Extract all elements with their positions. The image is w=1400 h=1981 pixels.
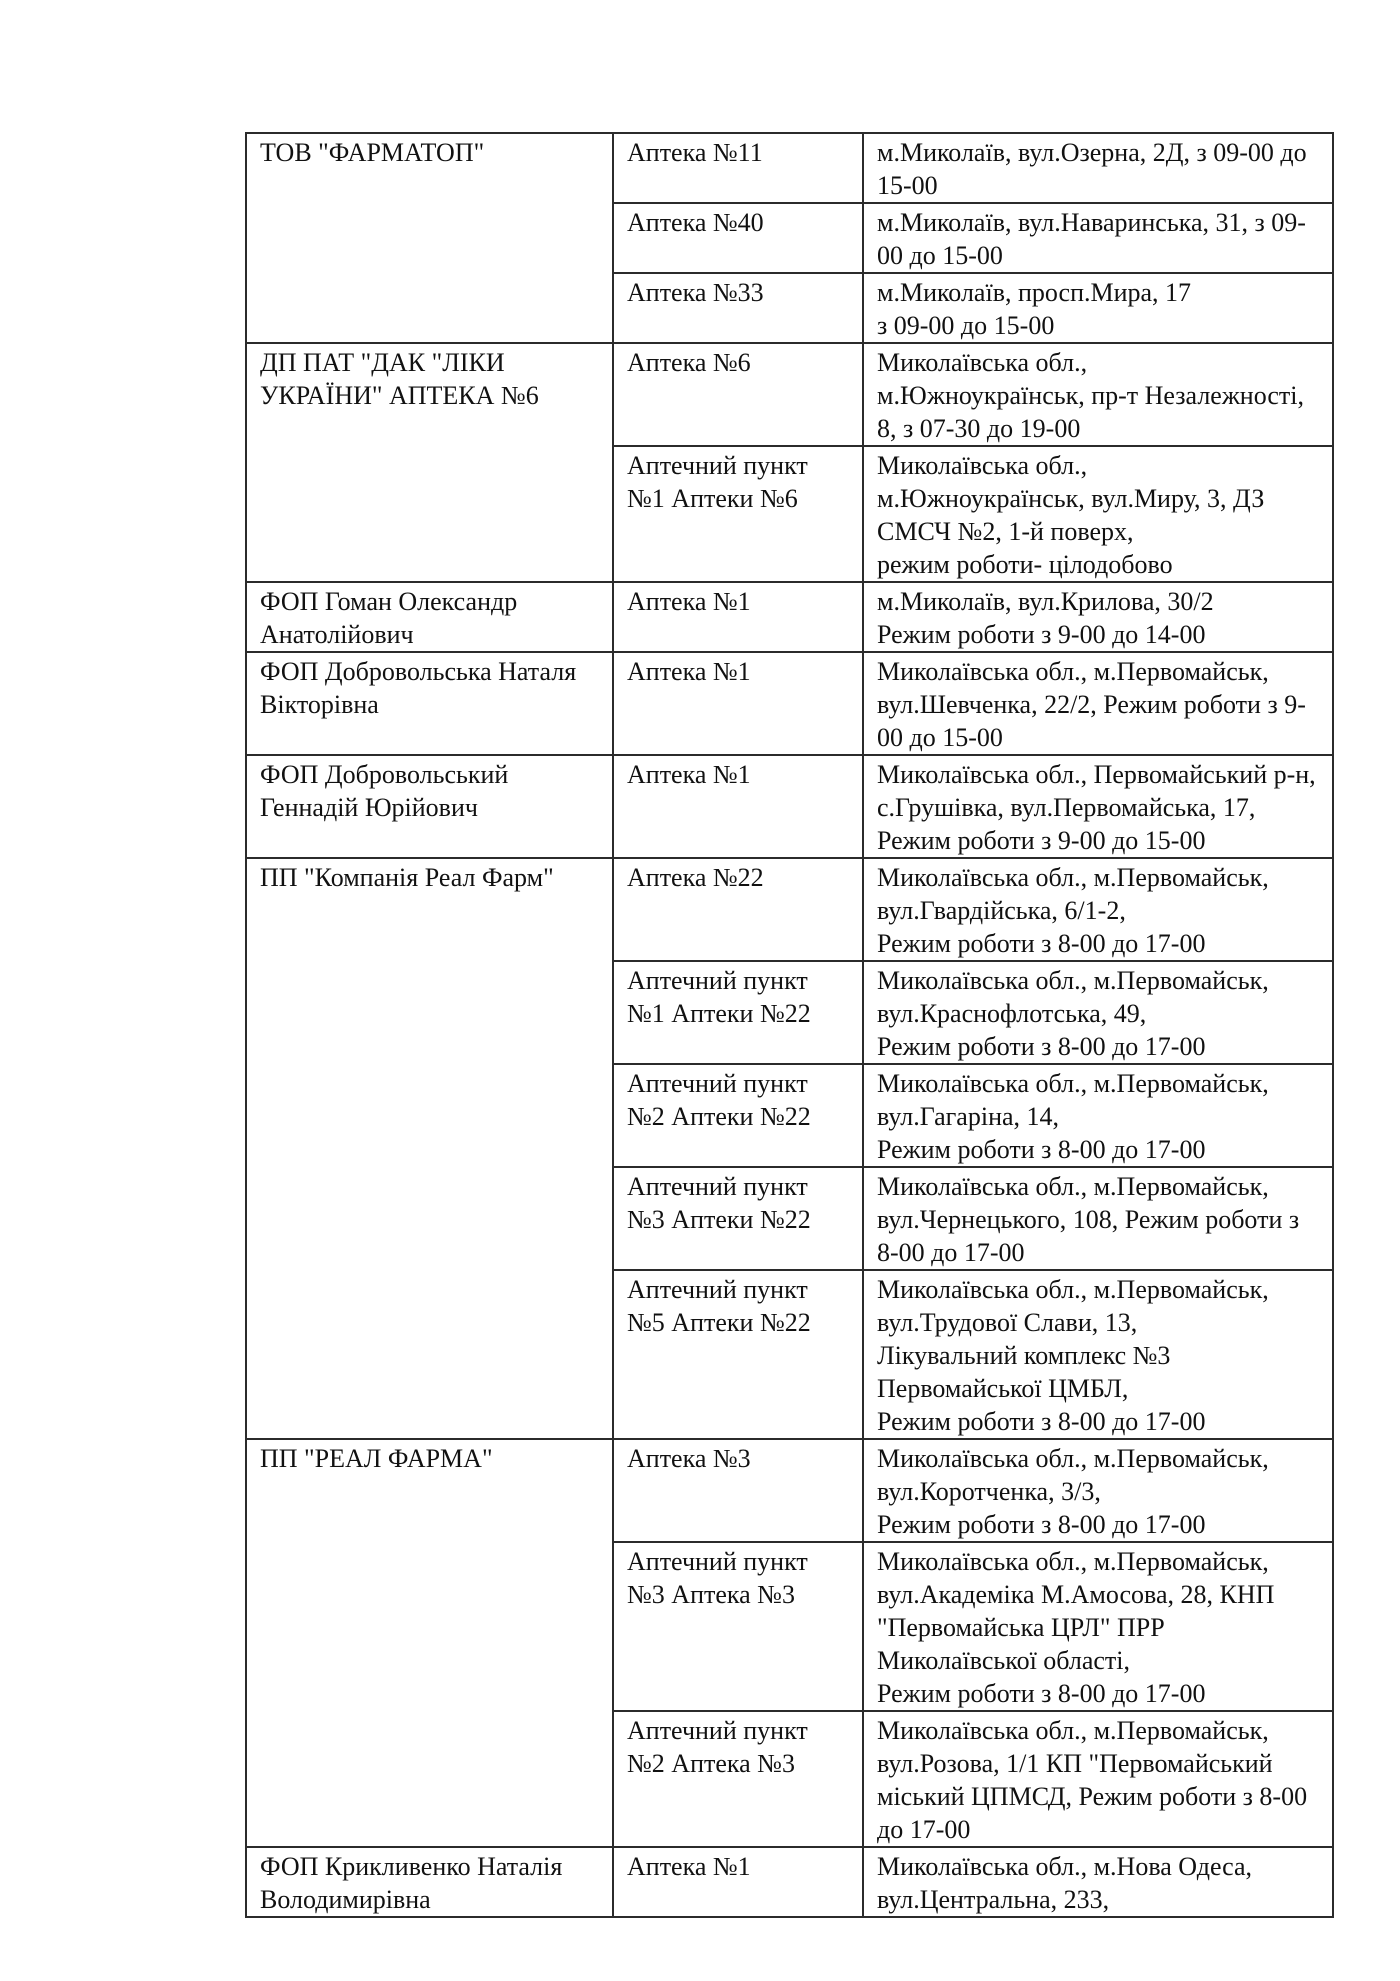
pharmacy-name-cell: Аптечний пункт №1 Аптеки №22 (613, 961, 863, 1064)
address-hours-cell: м.Миколаїв, вул.Озерна, 2Д, з 09-00 до 15-00 (863, 133, 1333, 203)
address-hours-cell: Миколаївська обл., Первомайський р-н, с.Грушівка, вул.Первомайська, 17, Режим роботи з 9-00 до 15-00 (863, 755, 1333, 858)
organization-cell: ФОП Крикливенко Наталія Володимирівна (246, 1847, 613, 1917)
pharmacy-name-cell: Аптека №22 (613, 858, 863, 961)
organization-cell: ФОП Добровольський Геннадій Юрійович (246, 755, 613, 858)
table-row (246, 582, 1333, 652)
organization-cell: ПП "Компанія Реал Фарм" (246, 858, 613, 1439)
organization-cell: ПП "РЕАЛ ФАРМА" (246, 1439, 613, 1847)
address-hours-cell: Миколаївська обл., м.Южноукраїнськ, пр-т Незалежності, 8, з 07-30 до 19-00 (863, 343, 1333, 446)
organization-cell: ФОП Гоман Олександр Анатолійович (246, 582, 613, 652)
address-hours-cell: м.Миколаїв, вул.Крилова, 30/2 Режим роботи з 9-00 до 14-00 (863, 582, 1333, 652)
pharmacy-name-cell: Аптека №3 (613, 1439, 863, 1542)
pharmacy-name-cell: Аптека №1 (613, 1847, 863, 1917)
address-hours-cell: Миколаївська обл., м.Первомайськ, вул.Чернецького, 108, Режим роботи з 8-00 до 17-00 (863, 1167, 1333, 1270)
table-body (246, 133, 1333, 1917)
pharmacy-table (245, 132, 1334, 1918)
table-row (246, 755, 1333, 858)
pharmacy-name-cell: Аптечний пункт №2 Аптеки №22 (613, 1064, 863, 1167)
pharmacy-name-cell: Аптека №11 (613, 133, 863, 203)
pharmacy-name-cell: Аптечний пункт №3 Аптеки №22 (613, 1167, 863, 1270)
address-hours-cell: Миколаївська обл., м.Первомайськ, вул.Розова, 1/1 КП "Первомайський міський ЦПМСД, Режим роботи з 8-00 до 17-00 (863, 1711, 1333, 1847)
pharmacy-name-cell: Аптека №40 (613, 203, 863, 273)
organization-cell: ТОВ "ФАРМАТОП" (246, 133, 613, 343)
address-hours-cell: Миколаївська обл., м.Первомайськ, вул.Шевченка, 22/2, Режим роботи з 9-00 до 15-00 (863, 652, 1333, 755)
address-hours-cell: Миколаївська обл., м.Первомайськ, вул.Коротченка, 3/3, Режим роботи з 8-00 до 17-00 (863, 1439, 1333, 1542)
pharmacy-name-cell: Аптечний пункт №2 Аптека №3 (613, 1711, 863, 1847)
address-hours-cell: Миколаївська обл., м.Первомайськ, вул.Гагаріна, 14, Режим роботи з 8-00 до 17-00 (863, 1064, 1333, 1167)
pharmacy-name-cell: Аптечний пункт №1 Аптеки №6 (613, 446, 863, 582)
table-row (246, 133, 1333, 203)
pharmacy-name-cell: Аптека №1 (613, 582, 863, 652)
address-hours-cell: м.Миколаїв, вул.Наваринська, 31, з 09-00 до 15-00 (863, 203, 1333, 273)
address-hours-cell: Миколаївська обл., м.Первомайськ, вул.Академіка М.Амосова, 28, КНП "Первомайська ЦРЛ" ПРР Миколаївської області, Режим роботи з 8-00 до 17-00 (863, 1542, 1333, 1711)
organization-cell: ДП ПАТ "ДАК "ЛІКИ УКРАЇНИ" АПТЕКА №6 (246, 343, 613, 582)
address-hours-cell: Миколаївська обл., м.Первомайськ, вул.Гвардійська, 6/1-2, Режим роботи з 8-00 до 17-00 (863, 858, 1333, 961)
pharmacy-name-cell: Аптека №33 (613, 273, 863, 343)
table-row (246, 343, 1333, 446)
address-hours-cell: Миколаївська обл., м.Первомайськ, вул.Трудової Слави, 13, Лікувальний комплекс №3 Первомайської ЦМБЛ, Режим роботи з 8-00 до 17-00 (863, 1270, 1333, 1439)
organization-cell: ФОП Добровольська Наталя Вікторівна (246, 652, 613, 755)
table-row (246, 858, 1333, 961)
address-hours-cell: Миколаївська обл., м.Южноукраїнськ, вул.Миру, 3, ДЗ СМСЧ №2, 1-й поверх, режим роботи- цілодобово (863, 446, 1333, 582)
address-hours-cell: Миколаївська обл., м.Нова Одеса, вул.Центральна, 233, (863, 1847, 1333, 1917)
table-row (246, 652, 1333, 755)
pharmacy-name-cell: Аптека №1 (613, 652, 863, 755)
pharmacy-name-cell: Аптека №1 (613, 755, 863, 858)
table-row (246, 1439, 1333, 1542)
table-row (246, 1847, 1333, 1917)
address-hours-cell: Миколаївська обл., м.Первомайськ, вул.Краснофлотська, 49, Режим роботи з 8-00 до 17-00 (863, 961, 1333, 1064)
address-hours-cell: м.Миколаїв, просп.Мира, 17 з 09-00 до 15-00 (863, 273, 1333, 343)
pharmacy-name-cell: Аптечний пункт №5 Аптеки №22 (613, 1270, 863, 1439)
pharmacy-name-cell: Аптечний пункт №3 Аптека №3 (613, 1542, 863, 1711)
pharmacy-name-cell: Аптека №6 (613, 343, 863, 446)
